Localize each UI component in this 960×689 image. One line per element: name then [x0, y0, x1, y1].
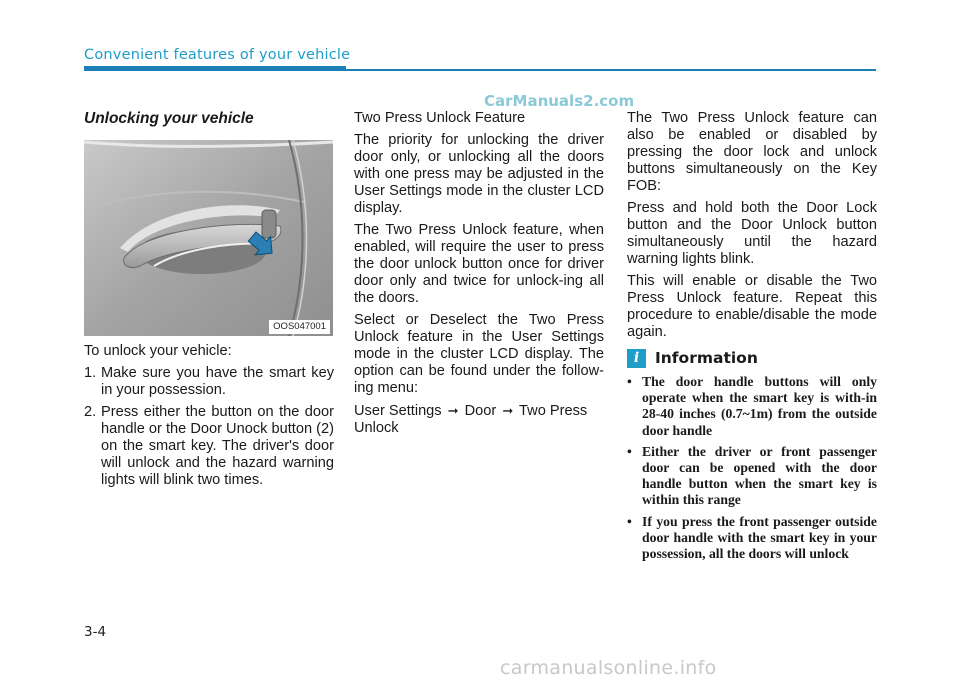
section-heading: Unlocking your vehicle [84, 110, 254, 127]
paragraph: The priority for unlocking the driver door only, or unlocking all the doors with one press may be adjusted in the User Settings mode in the cluster LCD display. [354, 132, 604, 216]
door-handle-illustration [84, 140, 333, 336]
menu-path-item: Door [464, 403, 497, 419]
arrow-right-icon: ➞ [447, 403, 459, 418]
step-number: 1. [84, 365, 97, 381]
page-number: 3-4 [84, 624, 107, 640]
section-header-title: Convenient features of your vehicle [84, 47, 351, 63]
watermark-top: CarManuals2.com [484, 92, 635, 110]
info-title: Information [655, 349, 758, 367]
paragraph: The Two Press Unlock feature can also be enabled or disabled by pressing the door lock and unlock buttons simultaneously on the Key FOB: [627, 110, 877, 194]
menu-path-item: User Settings [354, 403, 442, 419]
footer-watermark: carmanualsonline.info [500, 657, 717, 679]
step-number: 2. [84, 404, 97, 420]
list-item: • Either the driver or front passenger door can be opened with the door handle button when the smart key is within this range [627, 444, 877, 509]
column-right [627, 110, 877, 567]
list-item: • If you press the front passenger outside door handle with the smart key in your possession, all the doors will unlock [627, 514, 877, 563]
feature-title: Two Press Unlock Feature [354, 110, 526, 126]
paragraph: This will enable or disable the Two Press Unlock feature. Repeat this procedure to enable/disable the mode again. [627, 273, 877, 340]
list-item: • The door handle buttons will only operate when the smart key is with-in 28-40 inches (0.7~1m) from the outside door handle [627, 374, 877, 439]
header-rule [346, 69, 876, 71]
arrow-right-icon: ➞ [502, 403, 514, 418]
door-handle-figure [84, 140, 333, 336]
step-text: Make sure you have the smart key in your possession. [101, 365, 334, 398]
list-item [84, 365, 334, 399]
info-list [627, 374, 877, 562]
header-accent-bar [84, 66, 346, 71]
intro-text: To unlock your vehicle: [84, 343, 232, 359]
figure-caption: OOS047001 [269, 320, 330, 334]
unlock-steps [84, 365, 334, 489]
step-text: Press either the button on the door handle or the Door Unock button (2) on the smart key. The driver's door will unlock and the hazard warning lights will blink two times. [101, 404, 334, 488]
column-middle [354, 110, 604, 442]
info-icon: i [627, 349, 646, 368]
list-item [84, 404, 334, 489]
menu-path-item: Two Press Unlock [354, 403, 588, 436]
column-left [84, 110, 334, 494]
paragraph: Select or Deselect the Two Press Unlock feature in the User Settings mode in the cluster LCD display. The option can be found under the follow-ing menu: [354, 312, 604, 396]
menu-path [354, 402, 604, 437]
paragraph: Press and hold both the Door Lock button and the Door Unlock button simultaneously until the hazard warning lights blink. [627, 200, 877, 267]
info-box-header [627, 349, 877, 368]
paragraph: The Two Press Unlock feature, when enabled, will require the user to press the door unlock button once for driver door only and twice for unlock-ing all the doors. [354, 222, 604, 306]
